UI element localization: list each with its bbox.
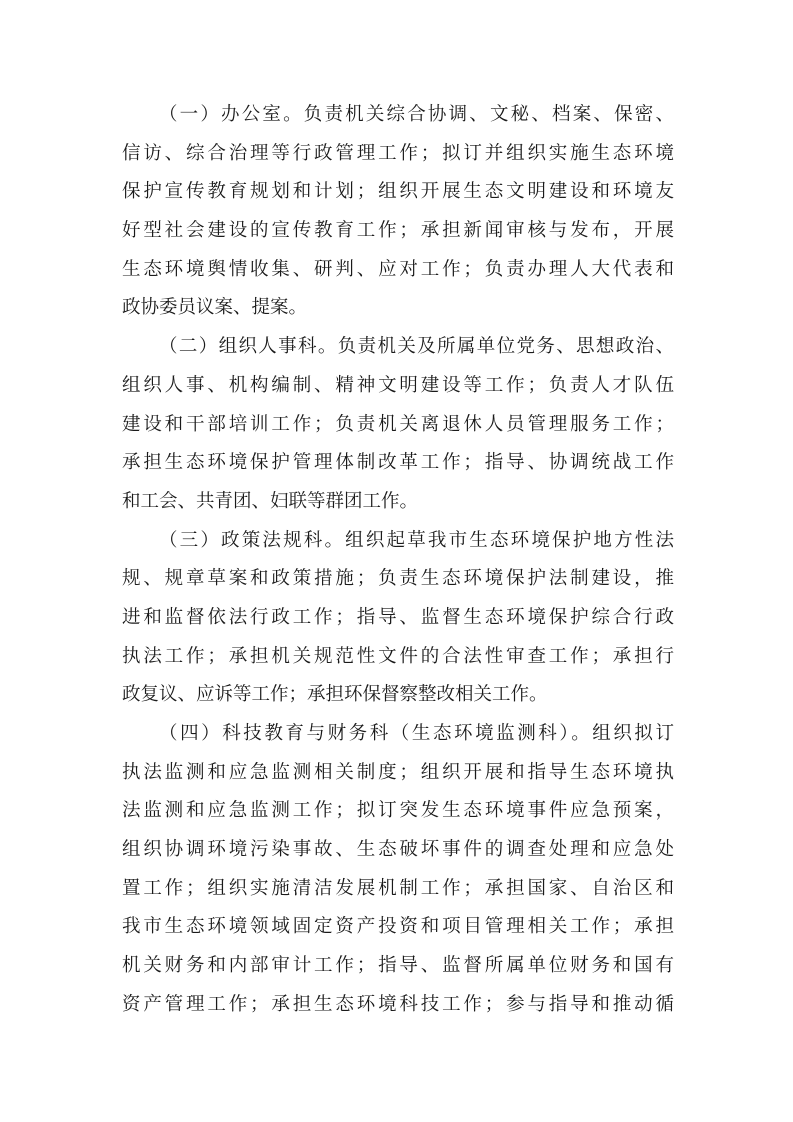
text-line: 好型社会建设的宣传教育工作；承担新闻审核与发布，开展 (122, 220, 674, 242)
text-line: 进和监督依法行政工作；指导、监督生态环境保护综合行政 (122, 606, 674, 628)
text-line: 法监测和应急监测工作；拟订突发生态环境事件应急预案， (122, 800, 674, 822)
text-line: （二）组织人事科。负责机关及所属单位党务、思想政治、 (159, 336, 674, 358)
text-line: 承担生态环境保护管理体制改革工作；指导、协调统战工作 (122, 452, 674, 474)
text-line: （一）办公室。负责机关综合协调、文秘、档案、保密、 (159, 104, 674, 125)
text-line: 政协委员议案、提案。 (122, 297, 308, 319)
text-line: （三）政策法规科。组织起草我市生态环境保护地方性法 (159, 529, 674, 551)
text-line: 建设和干部培训工作；负责机关离退休人员管理服务工作； (122, 413, 674, 435)
text-line: （四）科技教育与财务科（生态环境监测科）。组织拟订 (159, 723, 674, 744)
text-line: 置工作；组织实施清洁发展机制工作；承担国家、自治区和 (122, 877, 674, 899)
text-line: 生态环境舆情收集、研判、应对工作；负责办理人大代表和 (122, 258, 674, 280)
paragraph-personnel (122, 328, 674, 521)
paragraph-science-finance (122, 715, 674, 1025)
text-line: 机关财务和内部审计工作；指导、监督所属单位财务和国有 (122, 955, 674, 977)
paragraph-policy-regulations (122, 522, 674, 715)
text-line: 组织人事、机构编制、精神文明建设等工作；负责人才队伍 (122, 374, 674, 396)
text-line: 信访、综合治理等行政管理工作；拟订并组织实施生态环境 (122, 142, 674, 164)
text-line: 资产管理工作；承担生态环境科技工作；参与指导和推动循 (122, 993, 674, 1015)
text-line: 保护宣传教育规划和计划；组织开展生态文明建设和环境友 (122, 181, 674, 203)
paragraph-office (122, 96, 674, 328)
text-line: 组织协调环境污染事故、生态破坏事件的调查处理和应急处 (122, 839, 674, 861)
text-line: 我市生态环境领域固定资产投资和项目管理相关工作；承担 (122, 916, 674, 938)
document-body (122, 96, 674, 1025)
text-line: 执法监测和应急监测相关制度；组织开展和指导生态环境执 (122, 761, 674, 783)
text-line: 政复议、应诉等工作；承担环保督察整改相关工作。 (122, 684, 548, 706)
text-line: 执法工作；承担机关规范性文件的合法性审查工作；承担行 (122, 645, 674, 667)
text-line: 和工会、共青团、妇联等群团工作。 (122, 490, 419, 512)
text-line: 规、规章草案和政策措施；负责生态环境保护法制建设，推 (122, 568, 674, 590)
